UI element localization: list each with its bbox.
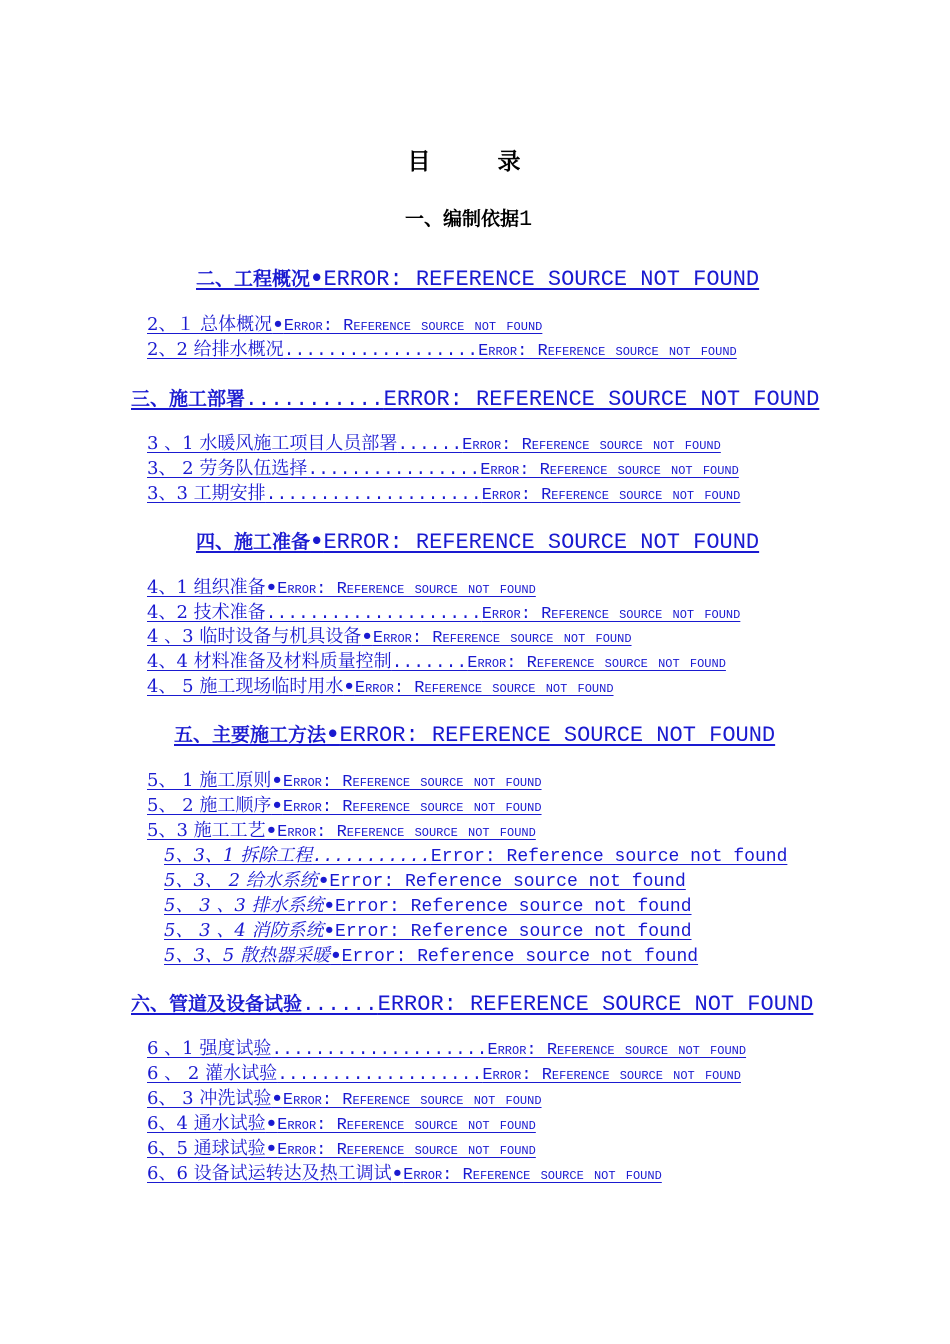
toc-entry-label: 5、3 施工工艺: [147, 820, 266, 841]
toc-entry-page-ref: Error: Reference source not found: [335, 922, 692, 942]
toc-entry-marker: •: [265, 577, 278, 598]
toc-entry-page-ref: Error: Reference source not found: [462, 436, 721, 455]
toc-entry-marker: •: [271, 1088, 283, 1109]
toc-entry-label: 3、 2 劳务队伍选择: [147, 458, 308, 479]
toc-entry[interactable]: [147, 433, 721, 457]
toc-entry-leader: ...........: [312, 847, 431, 867]
toc-entry-leader: ..................: [283, 341, 479, 361]
toc-entry-page-ref: Error: Reference source not found: [277, 1116, 536, 1135]
toc-entry-page-ref: Error: Reference source not found: [482, 1066, 741, 1085]
toc-entry-label: 4 、3 临时设备与机具设备: [147, 626, 362, 647]
toc-entry-page-ref: Error: Reference source not found: [478, 342, 737, 361]
toc-entry[interactable]: [147, 458, 739, 482]
toc-entry[interactable]: [147, 1038, 746, 1062]
toc-entry-label: 四、施工准备: [196, 531, 311, 553]
toc-entry-page-ref: Error: Reference source not found: [354, 679, 614, 698]
toc-entry-marker: •: [343, 676, 355, 697]
toc-entry[interactable]: [147, 820, 536, 844]
toc-entry-label: 6、5 通球试验: [147, 1138, 266, 1159]
toc-entry-label: 3、3 工期安排: [147, 483, 266, 504]
toc-entry-label: 4、2 技术准备: [147, 602, 266, 623]
toc-entry-label: 2、2 给排水概况: [147, 339, 284, 360]
toc-entry-page-ref: Error: Reference source not found: [282, 798, 542, 817]
toc-entry[interactable]: [164, 870, 686, 893]
toc-entry-page-ref: Error: Reference source not found: [481, 605, 741, 624]
toc-entry-label: 6、4 通水试验: [147, 1113, 266, 1134]
toc-entry[interactable]: [147, 651, 726, 675]
toc-entry-label: 6、 3 冲洗试验: [147, 1088, 272, 1109]
toc-entry-label: 六、管道及设备试验: [131, 993, 303, 1015]
toc-entry-label: 五、主要施工方法: [174, 724, 327, 746]
toc-entry[interactable]: [196, 528, 759, 556]
toc-entry-label: 二、工程概况: [196, 268, 311, 290]
toc-entry[interactable]: [147, 626, 632, 650]
toc-entry-marker: •: [271, 795, 283, 816]
toc-entry-label: 5、 3 、4 消防系统: [164, 920, 324, 941]
toc-entry-label: 5、3、5 散热器采暖: [164, 945, 331, 966]
toc-entry-page-ref: Error: Reference source not found: [283, 317, 543, 336]
toc-entry[interactable]: [147, 1163, 662, 1187]
toc-entry-marker: •: [391, 1163, 404, 1184]
toc-entry-marker: •: [361, 626, 373, 647]
toc-entry[interactable]: [164, 920, 692, 943]
toc-entry[interactable]: [147, 577, 536, 601]
toc-entry: [405, 205, 532, 233]
toc-entry-page-ref: Error: Reference source not found: [282, 1091, 542, 1110]
toc-entry-page-ref: ERROR: REFERENCE SOURCE NOT FOUND: [323, 267, 760, 292]
toc-entry-page-ref: ERROR: REFERENCE SOURCE NOT FOUND: [377, 992, 814, 1017]
toc-entry-marker: •: [272, 314, 284, 335]
toc-entry[interactable]: [147, 1113, 536, 1137]
toc-entry-page-ref: 1: [519, 207, 533, 232]
toc-entry[interactable]: [147, 1063, 741, 1087]
toc-entry[interactable]: [147, 483, 740, 507]
toc-entry-page-ref: Error: Reference source not found: [430, 847, 788, 867]
toc-entry-marker: •: [330, 945, 342, 966]
toc-entry[interactable]: [164, 845, 787, 868]
toc-entry-marker: •: [271, 770, 283, 791]
toc-entry-page-ref: Error: Reference source not found: [277, 1141, 536, 1160]
toc-entry[interactable]: [174, 721, 775, 749]
toc-entry-label: 一、编制依据: [405, 208, 520, 230]
toc-entry-label: 6 、 2 灌水试验: [147, 1063, 278, 1084]
toc-entry-label: 6 、1 强度试验: [147, 1038, 272, 1059]
toc-title: 目 录: [407, 148, 543, 175]
toc-entry-page-ref: Error: Reference source not found: [480, 461, 739, 480]
toc-entry[interactable]: [147, 676, 614, 700]
toc-entry[interactable]: [196, 265, 759, 293]
toc-entry-marker: •: [265, 820, 278, 841]
toc-entry-label: 5、 3 、3 排水系统: [164, 895, 324, 916]
toc-entry-page-ref: ERROR: REFERENCE SOURCE NOT FOUND: [383, 387, 820, 412]
toc-entry-page-ref: Error: Reference source not found: [329, 872, 686, 892]
toc-entry-leader: ....................: [265, 485, 482, 505]
toc-entry-page-ref: Error: Reference source not found: [277, 823, 536, 842]
toc-entry-label: 6、6 设备试运转达及热工调试: [147, 1163, 392, 1184]
toc-entry-label: 3 、1 水暖风施工项目人员部署: [147, 433, 398, 454]
toc-entry-page-ref: Error: Reference source not found: [341, 947, 699, 967]
toc-entry-leader: ......: [397, 435, 463, 455]
toc-entry-label: 2、１ 总体概况: [147, 314, 273, 335]
toc-entry-page-ref: ERROR: REFERENCE SOURCE NOT FOUND: [339, 723, 776, 748]
toc-entry-page-ref: Error: Reference source not found: [372, 629, 632, 648]
toc-entry-page-ref: Error: Reference source not found: [282, 773, 542, 792]
toc-entry[interactable]: [147, 770, 542, 794]
toc-entry[interactable]: [147, 795, 542, 819]
toc-entry-marker: •: [265, 1138, 278, 1159]
toc-entry-label: 4、4 材料准备及材料质量控制: [147, 651, 392, 672]
toc-entry[interactable]: [147, 314, 542, 338]
toc-entry-label: 5、 1 施工原则: [147, 770, 272, 791]
toc-entry[interactable]: [131, 990, 813, 1019]
toc-entry-marker: •: [323, 920, 336, 941]
toc-entry-label: 三、施工部署: [131, 388, 246, 410]
toc-entry-label: 5、3、 2 给水系统: [164, 870, 318, 891]
toc-entry-leader: ......: [302, 994, 378, 1017]
toc-entry-label: 5、 2 施工顺序: [147, 795, 272, 816]
toc-entry-page-ref: Error: Reference source not found: [487, 1041, 747, 1060]
toc-entry-leader: ................: [307, 460, 481, 480]
toc-entry[interactable]: [147, 1138, 536, 1162]
toc-entry[interactable]: [164, 895, 692, 918]
toc-entry-page-ref: Error: Reference source not found: [335, 897, 692, 917]
toc-entry-leader: ...................: [277, 1065, 483, 1085]
toc-entry-label: 4、1 组织准备: [147, 577, 266, 598]
toc-entry-marker: •: [323, 895, 336, 916]
toc-entry-page-ref: Error: Reference source not found: [481, 486, 741, 505]
toc-entry[interactable]: [147, 339, 737, 363]
toc-entry-page-ref: Error: Reference source not found: [277, 580, 536, 599]
toc-entry-page-ref: Error: Reference source not found: [403, 1166, 662, 1185]
toc-entry[interactable]: [164, 945, 698, 968]
toc-entry-leader: ....................: [271, 1040, 488, 1060]
toc-entry-leader: ....................: [265, 604, 482, 624]
toc-entry[interactable]: [147, 602, 740, 626]
toc-entry[interactable]: [147, 1088, 542, 1112]
toc-entry-marker: •: [310, 528, 324, 553]
toc-entry-label: 4、 5 施工现场临时用水: [147, 676, 344, 697]
toc-entry-label: 5、3、1 拆除工程: [164, 845, 313, 866]
toc-entry-page-ref: ERROR: REFERENCE SOURCE NOT FOUND: [323, 530, 760, 555]
toc-entry-leader: ...........: [245, 389, 384, 412]
toc-entry-page-ref: Error: Reference source not found: [467, 654, 726, 673]
toc-entry-marker: •: [317, 870, 330, 891]
toc-entry[interactable]: [131, 385, 819, 414]
toc-entry-marker: •: [265, 1113, 278, 1134]
toc-entry-marker: •: [326, 721, 340, 746]
toc-entry-leader: .......: [391, 653, 468, 673]
toc-entry-marker: •: [310, 265, 324, 290]
